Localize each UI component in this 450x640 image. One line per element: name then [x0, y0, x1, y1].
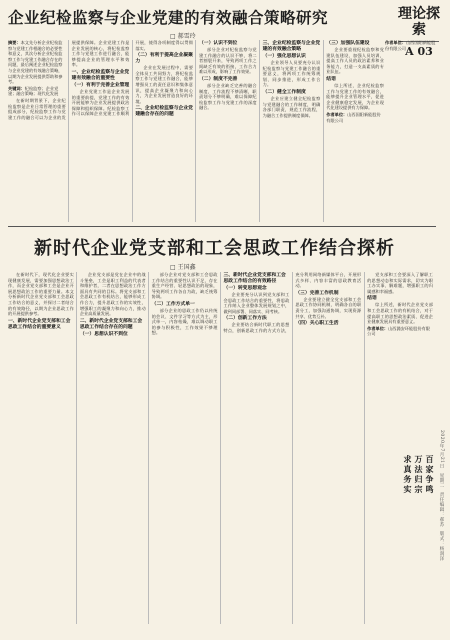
- note-label: 摘要：: [8, 40, 21, 45]
- body-paragraph: 党支部和工会要深入了解职工的思想动态和实际需求，切实为职工办实事、解难题，增强职工的归属感和幸福感。: [367, 272, 433, 294]
- body-paragraph: 企业应建立健全纪检监察与党建融合的工作制度，明确各部门职责，规范工作流程，为融合工作提供制度保障。: [262, 95, 321, 118]
- section-heading: 三、新时代企业党支部和工会思政工作结合的有效路径: [223, 272, 286, 284]
- footer-item: 2020年7月21日: [439, 430, 444, 469]
- body-paragraph: 部分企业对党支部和工会思政工作结合的重要性认识不足，存在重生产经营、轻思想政治的现象，导致两项工作各自为政，缺乏统筹协调。: [151, 272, 218, 300]
- body-paragraph: 在新时代下，现代化企业要实现健康发展，需要加强思想政治工作，而企业党支部和工会是企业开展思想政治工作的重要力量。本文分析新时代企业党支部和工会思政工作结合的意义，并探讨二者结合的有效路径，以期为企业思政工作的开展提供参考。: [8, 272, 74, 317]
- slogan-line: 百家争鸣: [425, 455, 435, 495]
- note-label: 作者单位：: [326, 111, 348, 117]
- article2-title: 新时代企业党支部和工会思政工作结合探析: [34, 238, 395, 259]
- note-label: 作者单位：: [367, 325, 389, 331]
- section-heading: 二、企业纪检监察与企业党建融合存在的问题: [135, 105, 193, 118]
- article-note: [385, 40, 437, 51]
- note-label: 关键词：: [8, 85, 25, 91]
- body-paragraph: 在新时期背景下，企业纪检监察是企业日常管理的重要组成部分，纪检监察工作与党建工作的融合可以为企业的发展提供保障。企业党建工作是企业发展的核心，将纪检监察工作与党建工作进行融合，能够提高企业的管理水平和效率。: [8, 40, 130, 120]
- slogan-line: 万法归宗: [414, 455, 424, 495]
- section-heading: （一）强化思想认识: [262, 53, 306, 59]
- article-note: [8, 40, 66, 85]
- section-heading: 一、新时代企业党支部和工会思政工作结合的重要意义: [8, 317, 71, 330]
- article2-author: □ 王国鑫: [170, 264, 196, 271]
- article-note: [326, 112, 384, 123]
- section-heading: 三、企业纪检监察与企业党建的有效融合策略: [262, 40, 321, 52]
- article1-title: 企业纪检监察与企业党建的有效融合策略研究: [8, 8, 329, 27]
- page-number: A 03: [405, 45, 433, 58]
- article1-body: [8, 40, 384, 222]
- footer-item: 星期二: [439, 472, 444, 488]
- body-paragraph: 企业要充分认识到党支部和工会思政工作结合的重要性，将思政工作纳入企业整体发展规划之中，做到同部署、同落实、同考核。: [223, 292, 290, 314]
- page-footer: [438, 430, 444, 630]
- section-heading: （一）有利于完善企业管理: [71, 81, 130, 88]
- body-paragraph: 企业要建立健全党支部和工会思政工作协同机制，明确各自的职责分工，加强沟通协调，实现资源共享、优势互补。: [295, 296, 362, 319]
- body-paragraph: 企业在发展过程中，需要全体员工共同努力，将纪检监察工作与党建工作融合，能够增强员工的责任意识和集体意识，提高企业凝聚力和向心力，为企业发展营造良好的环境。: [135, 65, 193, 104]
- section-heading: 二、新时代企业党支部和工会思政工作结合存在的问题: [79, 317, 143, 330]
- note-label: 作者单位：: [385, 40, 406, 45]
- note-text: 本文先分析企业纪检监察与党建工作相融合的必要性和意义，其次分析企业纪检监察工作与党建工作融合存在的问题，最后阐述企业纪检监察与企业党建的有效融合策略，以期为企业发展提供帮助和参考。: [8, 40, 63, 85]
- section-heading: （二）工作方式单一: [151, 300, 195, 307]
- body-paragraph: 部分企业对纪检监察与党建工作融合的认识不够，将二者割裂开来，导致两项工作之间缺乏有效的衔接，工作合力难以形成，影响了工作效果。: [198, 47, 257, 75]
- section-heading: 结语: [367, 295, 377, 302]
- section-heading: （四）关心职工生活: [295, 320, 339, 327]
- section-title: 理论探索: [398, 6, 440, 38]
- section-heading: 一、企业纪检监察与企业党建有效融合的重要性: [71, 68, 130, 81]
- footer-item: 责任编辑：郝苏: [439, 491, 444, 527]
- body-paragraph: 企业领导人员要充分认识纪检监察与党建工作融合的重要意义，将两项工作统筹规划、同步推进，形成工作合力。: [262, 60, 321, 88]
- section-heading: （二）健全工作制度: [262, 88, 306, 95]
- section-heading: （二）有利于提高企业凝聚力: [135, 52, 193, 65]
- article2-body: [8, 272, 433, 624]
- section-heading: （三）完善工作机制: [295, 289, 339, 296]
- slogan-block: [403, 455, 436, 605]
- note-text: 山西潞安环能股份有限公司: [367, 325, 430, 337]
- section-heading: （二）制度不完善: [198, 75, 238, 82]
- footer-item: 版式：杨润泽: [439, 530, 444, 561]
- section-heading: （一）转变思想观念: [223, 285, 267, 291]
- section-heading: 结语: [326, 75, 336, 82]
- note-text: 山西国阳新能股份有限公司: [326, 111, 381, 123]
- section-heading: （一）认识不到位: [198, 40, 238, 46]
- body-paragraph: 综上所述，新时代企业党支部和工会思政工作的有机结合，对于提高职工的思想政治素质、促进企业健康发展具有重要意义。: [367, 302, 433, 325]
- article-note: [8, 86, 66, 97]
- article-separator: [8, 226, 436, 227]
- article1-end-column: [385, 40, 437, 220]
- body-paragraph: 企业党建工作是企业发展的重要前提，党建工作的有效开展能够为企业发展提供政治保障和组织保障。纪检监察工作可以保障企业党建工作顺利开展，使得各项制度得以贯彻落实。: [71, 40, 193, 117]
- section-heading: （二）创新工作方法: [223, 315, 267, 322]
- body-paragraph: 部分企业缺乏完善的融合制度，工作流程不够清晰，职责划分不够明确，难以保障纪检监察工作与党建工作的深度融合。: [198, 82, 257, 111]
- note-text: 纪检监察；企业党建；融合策略；现代化发展: [8, 85, 59, 97]
- body-paragraph: 综上所述，企业纪检监察工作与党建工作的有效融合，能够提升企业管理水平，促进企业健康稳定发展，为企业现代化建设提供有力保障。: [326, 82, 384, 111]
- article-note: [367, 326, 433, 337]
- article1-author: □ 郝雪玲: [170, 33, 196, 40]
- section-heading: （三）加强队伍建设: [326, 40, 370, 46]
- note-text: 山西国阳新能股份有限公司: [385, 40, 436, 51]
- slogan-line: 求真务实: [403, 455, 413, 495]
- body-paragraph: 企业要重视纪检监察和党建队伍建设，加强人员培训，提高工作人员的政治素养和业务能力，打造一支高素质的专业队伍。: [326, 47, 384, 75]
- section-heading: （一）思想认识不到位: [79, 330, 128, 337]
- body-paragraph: 企业党支部是党在企业中的战斗堡垒，工会是职工利益的代表者和维护者，二者在思想政治工作方面具有共同的目标。将党支部和工会思政工作有机结合，能够形成工作合力，提升思政工作的实效性，增强职工的凝聚力和向心力，推动企业高质量发展。: [79, 272, 146, 317]
- body-paragraph: 企业要结合新时代职工的思想特点，创新思政工作的方式方法，充分利用网络新媒体平台，开展形式多样、内容丰富的思政教育活动。: [223, 272, 362, 333]
- body-paragraph: 部分企业的思政工作仍以传统的会议、文件学习等方式为主，形式单一，内容枯燥，难以调动职工的参与积极性，工作效果不够理想。: [151, 307, 218, 336]
